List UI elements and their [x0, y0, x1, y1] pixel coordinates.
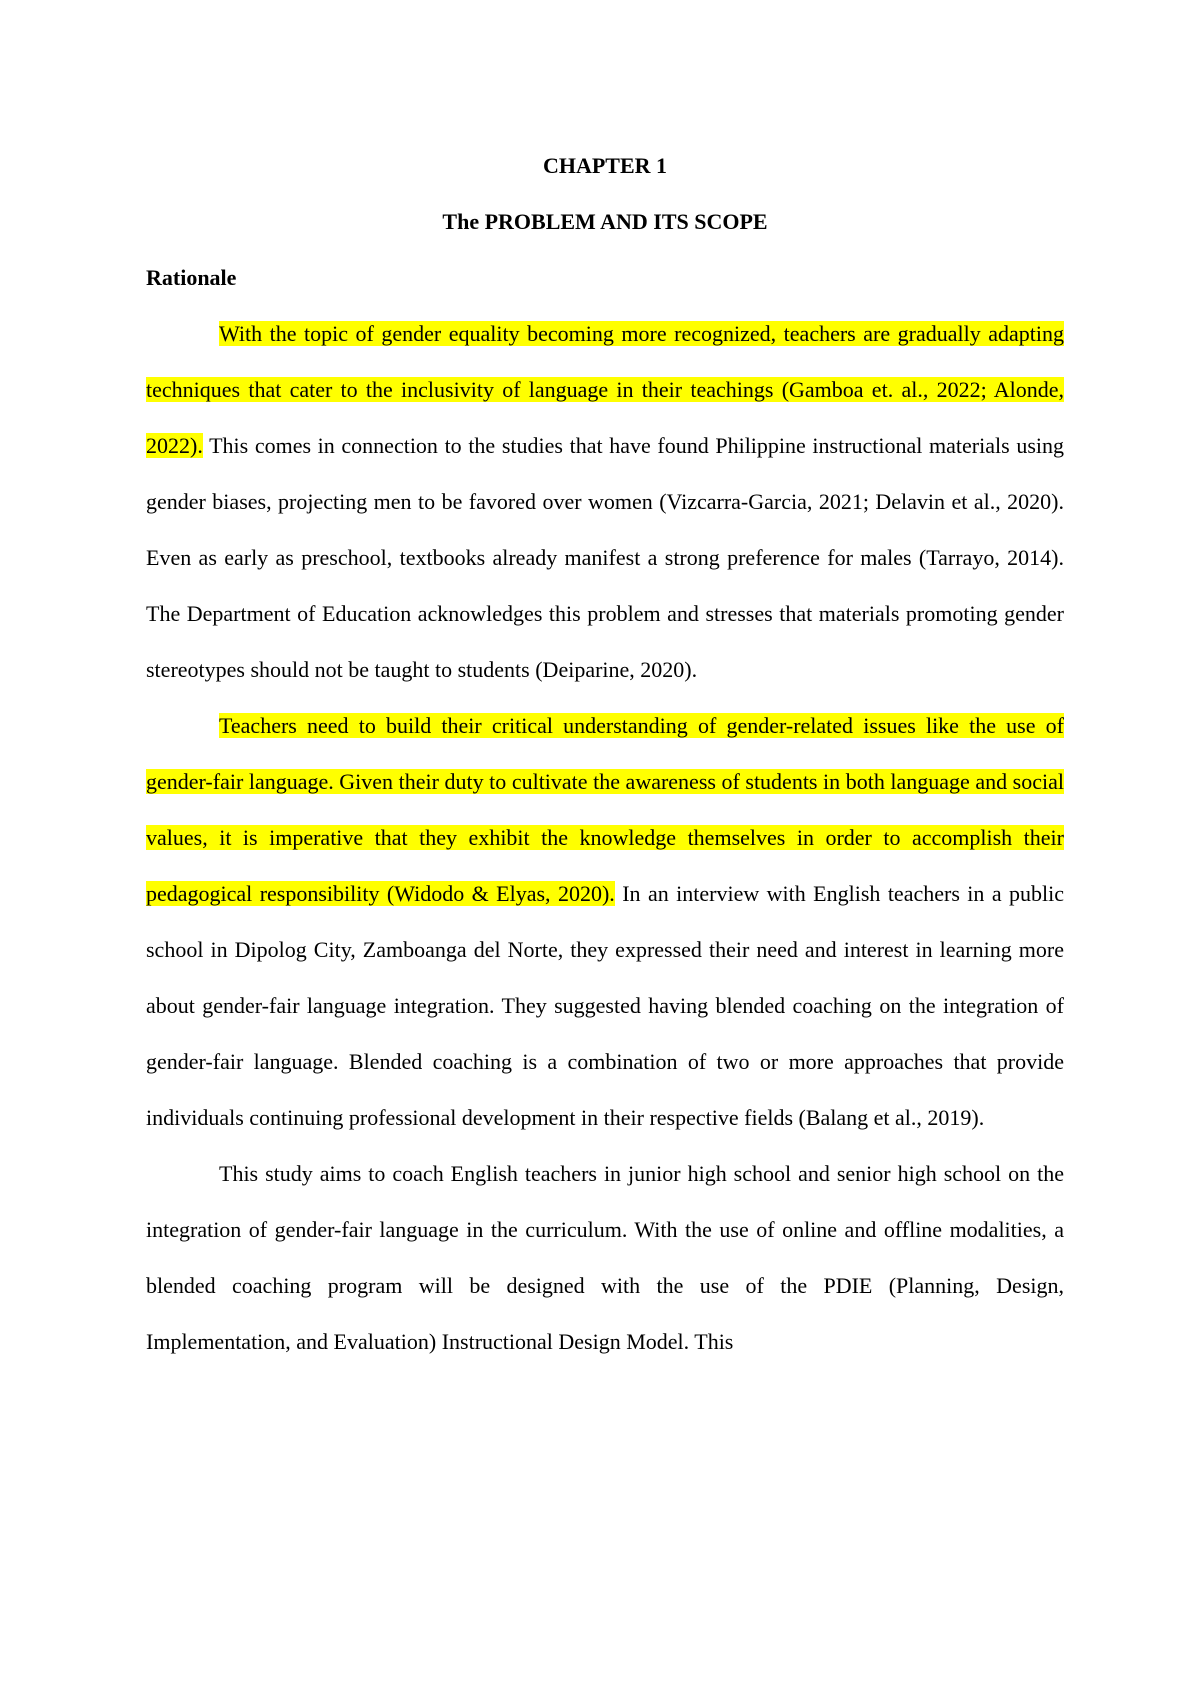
paragraph-3	[146, 1146, 1064, 1370]
highlighted-text: Teachers need to build their critical understanding of gender-related issues like the use of gender-fair language. Given their duty to cultivate the awareness of students in both language and social values, it is imperative that they exhibit the knowledge themselves in order to accomplish their pedagogical responsibility (Widodo & Elyas, 2020).	[146, 713, 1064, 906]
section-heading: Rationale	[146, 265, 237, 290]
paragraph-2	[146, 698, 1064, 1146]
page-content	[146, 138, 1064, 1370]
chapter-title: The PROBLEM AND ITS SCOPE	[442, 209, 768, 234]
body-text: In an interview with English teachers in a public school in Dipolog City, Zamboanga del Norte, they expressed their need and interest in learning more about gender-fair language integration. They suggested having blended coaching on the integration of gender-fair language. Blended coaching is a combination of two or more approaches that provide individuals continuing professional development in their respective fields (Balang et al., 2019).	[146, 881, 1064, 1130]
body-text: This comes in connection to the studies that have found Philippine instructional materials using gender biases, projecting men to be favored over women (Vizcarra-Garcia, 2021; Delavin et al., 2020). Even as early as preschool, textbooks already manifest a strong preference for males (Tarrayo, 2014). The Department of Education acknowledges this problem and stresses that materials promoting gender stereotypes should not be taught to students (Deiparine, 2020).	[146, 433, 1064, 682]
chapter-label: CHAPTER 1	[542, 153, 668, 178]
paragraph-1	[146, 306, 1064, 698]
body-text: This study aims to coach English teachers in junior high school and senior high school on the integration of gender-fair language in the curriculum. With the use of online and offline modalities, a blended coaching program will be designed with the use of the PDIE (Planning, Design, Implementation, and Evaluation) Instructional Design Model. This	[146, 1161, 1064, 1354]
highlighted-text: With the topic of gender equality becoming more recognized, teachers are gradually adapting techniques that cater to the inclusivity of language in their teachings (Gamboa et. al., 2022; Alonde, 2022).	[146, 321, 1064, 458]
